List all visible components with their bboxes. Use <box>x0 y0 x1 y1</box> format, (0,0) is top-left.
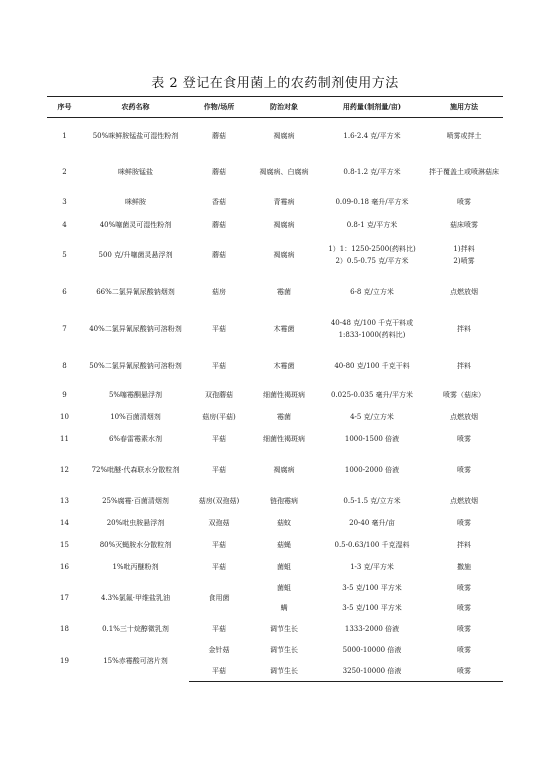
header-target: 防治对象 <box>249 97 319 118</box>
table-row <box>47 534 503 556</box>
table-row <box>47 556 503 578</box>
table-row <box>47 406 503 428</box>
table-row <box>47 640 503 661</box>
method-line: 1)拌料 <box>453 244 475 253</box>
cell-target: 褐腐病 <box>273 220 295 229</box>
cell-method: 喷雾 <box>457 197 471 206</box>
cell-target: 褐腐病 <box>273 250 295 259</box>
cell-method: 喷雾 <box>425 661 503 682</box>
cell-crop: 金针菇 <box>208 646 230 654</box>
cell-dose: 4-5 克/立方米 <box>350 412 394 421</box>
cell-name: 咪鲜胺 <box>125 197 146 206</box>
cell-method: 喷雾 <box>457 624 471 633</box>
cell-method: 拌料 <box>457 324 471 333</box>
cell-crop: 蘑菇 <box>212 131 226 140</box>
cell-crop: 蘑菇 <box>212 167 226 176</box>
cell-target: 螨 <box>280 603 288 612</box>
cell-target: 链孢霉病 <box>270 496 298 505</box>
cell-target: 调节生长 <box>270 624 298 633</box>
cell-no: 16 <box>60 562 69 571</box>
table-row <box>47 450 503 490</box>
cell-no: 9 <box>62 390 67 399</box>
cell-dose: 40-80 克/100 千克干料 <box>334 361 410 370</box>
cell-dose: 1000-1500 倍液 <box>344 434 400 443</box>
cell-target: 青霉病 <box>273 197 295 206</box>
cell-target: 木霉菌 <box>273 324 295 333</box>
table-row <box>47 512 503 534</box>
cell-method: 喷雾 <box>457 465 471 474</box>
cell-dose: 20-40 毫升/亩 <box>349 518 395 527</box>
cell-method: 喷雾或拌土 <box>446 131 482 140</box>
cell-crop: 平菇 <box>212 361 226 370</box>
cell-no: 5 <box>62 250 67 259</box>
cell-name: 4.3%氯氟·甲维盐乳油 <box>100 593 170 602</box>
cell-crop: 双孢蘑菇 <box>205 390 233 399</box>
cell-crop: 平菇 <box>189 661 249 682</box>
cell-name: 10%百菌清烟剂 <box>110 412 161 421</box>
cell-dose: 0.5-0.63/100 千克湿料 <box>334 540 410 549</box>
cell-crop: 菇房(平菇) <box>202 412 236 421</box>
cell-no: 7 <box>62 324 67 333</box>
cell-target: 细菌性褐斑病 <box>263 434 305 443</box>
cell-method: 喷雾 <box>457 583 471 592</box>
table-row <box>47 490 503 512</box>
cell-name: 6%春雷霉素水剂 <box>108 434 163 443</box>
cell-name: 20%吡虫胺悬浮剂 <box>106 518 165 527</box>
cell-dose: 40-48 克/100 千克干料或1:833-1000(药料比) <box>330 318 414 339</box>
cell-dose: 5000-10000 倍液 <box>342 646 402 654</box>
cell-name: 66%二氯异氰尿酸钠烟剂 <box>96 287 175 296</box>
header-name: 农药名称 <box>82 97 189 118</box>
cell-no: 18 <box>60 624 69 633</box>
cell-crop: 平菇 <box>212 434 226 443</box>
cell-target: 褐腐病 <box>273 465 295 474</box>
table-row <box>47 154 503 190</box>
cell-no: 11 <box>60 434 69 443</box>
cell-crop: 平菇 <box>212 562 226 571</box>
header-no: 序号 <box>47 97 82 118</box>
cell-crop: 平菇 <box>212 540 226 549</box>
cell-crop: 蘑菇 <box>212 250 226 259</box>
table-row <box>47 348 503 384</box>
cell-crop: 菇房 <box>212 287 226 296</box>
cell-method: 喷雾 <box>457 434 471 443</box>
cell-crop: 香菇 <box>212 197 226 206</box>
dose-line: 1）1：1250-2500(药料比) <box>328 244 416 253</box>
cell-name: 50%二氯异氰尿酸钠可溶粉剂 <box>89 361 182 370</box>
cell-method: 点燃放烟 <box>450 412 478 421</box>
cell-method: 拌料 <box>457 361 471 370</box>
cell-dose: 1000-2000 倍液 <box>344 465 400 474</box>
cell-method <box>425 236 503 274</box>
cell-crop: 平菇 <box>212 624 226 633</box>
cell-dose: 1333-2000 倍液 <box>344 624 400 633</box>
header-dose: 用药量(制剂量/亩) <box>319 97 425 118</box>
cell-target: 细菌性褐斑病 <box>263 390 305 399</box>
table-row <box>47 236 503 274</box>
cell-name: 80%灭蝇胺水分散粒剂 <box>99 540 172 549</box>
cell-method: 喷雾 <box>457 646 471 654</box>
cell-no: 12 <box>60 465 69 474</box>
cell-name: 5%噻霉酮悬浮剂 <box>108 390 163 399</box>
cell-no: 15 <box>60 540 69 549</box>
cell-name: 500 克/升噻菌灵悬浮剂 <box>98 250 173 259</box>
cell-method: 拌料 <box>457 540 471 549</box>
cell-target: 霉菌 <box>277 287 291 296</box>
cell-target: 菌蛆 <box>277 562 291 571</box>
cell-no: 6 <box>62 287 67 296</box>
cell-name: 1%吡丙醚粉剂 <box>112 562 159 571</box>
cell-dose: 6-8 克/立方米 <box>350 287 394 296</box>
cell-no: 17 <box>60 593 69 602</box>
header-method: 施用方法 <box>425 97 503 118</box>
cell-no: 19 <box>60 656 69 665</box>
cell-no: 2 <box>62 167 67 176</box>
table-row <box>47 274 503 310</box>
cell-name: 40%噻菌灵可湿性粉剂 <box>99 220 172 229</box>
dose-line: 2）0.5-0.75 克/平方米 <box>335 256 409 265</box>
cell-name: 40%二氯异氰尿酸钠可溶粉剂 <box>89 324 182 333</box>
cell-target: 霉菌 <box>277 412 291 421</box>
table-row <box>47 310 503 348</box>
cell-dose: 0.025-0.035 毫升/平方米 <box>330 390 414 399</box>
cell-target: 调节生长 <box>270 646 298 654</box>
pesticide-table <box>47 96 503 682</box>
cell-name: 50%咪鲜胺锰盐可湿性粉剂 <box>92 131 179 140</box>
header-row <box>47 97 503 118</box>
cell-no: 13 <box>60 496 69 505</box>
table-row <box>47 578 503 598</box>
cell-method: 拌于覆盖土或喷淋菇床 <box>429 167 499 176</box>
table-row <box>47 384 503 406</box>
cell-dose: 0.09-0.18 毫升/平方米 <box>335 197 409 206</box>
table-row <box>47 214 503 236</box>
method-line: 2)喷雾 <box>453 256 475 265</box>
cell-dose <box>319 236 425 274</box>
cell-method: 撒施 <box>457 562 471 571</box>
cell-no: 4 <box>62 220 67 229</box>
cell-name: 72%吡醚·代森联水分散粒剂 <box>91 465 180 474</box>
table-title: 表 2 登记在食用菌上的农药制剂使用方法 <box>151 76 399 91</box>
cell-dose: 0.5-1.5 克/立方米 <box>343 496 401 505</box>
cell-dose: 3250-10000 倍液 <box>319 661 425 682</box>
cell-target: 菇蝇 <box>277 540 291 549</box>
cell-target: 菌蛆 <box>277 583 291 592</box>
cell-no: 3 <box>62 197 67 206</box>
cell-method: 点燃放烟 <box>450 287 478 296</box>
table-row <box>47 618 503 640</box>
cell-dose: 3-5 克/100 平方米 <box>342 603 402 612</box>
header-crop: 作物/场所 <box>189 97 249 118</box>
cell-no: 1 <box>62 131 67 140</box>
cell-name: 咪鲜胺锰盐 <box>118 167 153 176</box>
cell-no: 14 <box>60 518 69 527</box>
cell-target: 褐腐病、白腐病 <box>259 167 309 176</box>
cell-crop: 蘑菇 <box>212 220 226 229</box>
cell-dose: 0.8-1 克/平方米 <box>346 220 398 229</box>
cell-target: 褐腐病 <box>273 131 295 140</box>
cell-method: 菇床喷雾 <box>450 220 478 229</box>
cell-name: 15%赤霉酸可溶片剂 <box>103 656 168 665</box>
table-row <box>47 190 503 214</box>
cell-target: 木霉菌 <box>273 361 295 370</box>
cell-target: 菇蚊 <box>277 518 291 527</box>
cell-no: 8 <box>62 361 67 370</box>
cell-dose: 0.8-1.2 克/平方米 <box>343 167 401 176</box>
cell-crop: 平菇 <box>212 324 226 333</box>
cell-name: 25%腐霉·百菌清烟剂 <box>102 496 169 505</box>
cell-no: 10 <box>60 412 69 421</box>
cell-method: 喷雾（菇床） <box>443 390 485 399</box>
cell-crop: 双孢菇 <box>208 518 230 527</box>
table-row <box>47 428 503 450</box>
cell-dose: 1.6-2.4 克/平方米 <box>343 131 401 140</box>
cell-crop: 食用菌 <box>208 593 230 602</box>
cell-method: 喷雾 <box>457 603 471 612</box>
cell-method: 点燃放烟 <box>450 496 478 505</box>
cell-target: 调节生长 <box>249 661 319 682</box>
cell-method: 喷雾 <box>457 518 471 527</box>
cell-crop: 菇房(双孢菇) <box>198 496 240 505</box>
cell-crop: 平菇 <box>212 465 226 474</box>
cell-dose: 3-5 克/100 平方米 <box>342 583 402 592</box>
table-row <box>47 118 503 154</box>
cell-name: 0.1%三十烷醇微乳剂 <box>102 624 169 633</box>
cell-dose: 1-3 克/平方米 <box>350 562 394 571</box>
